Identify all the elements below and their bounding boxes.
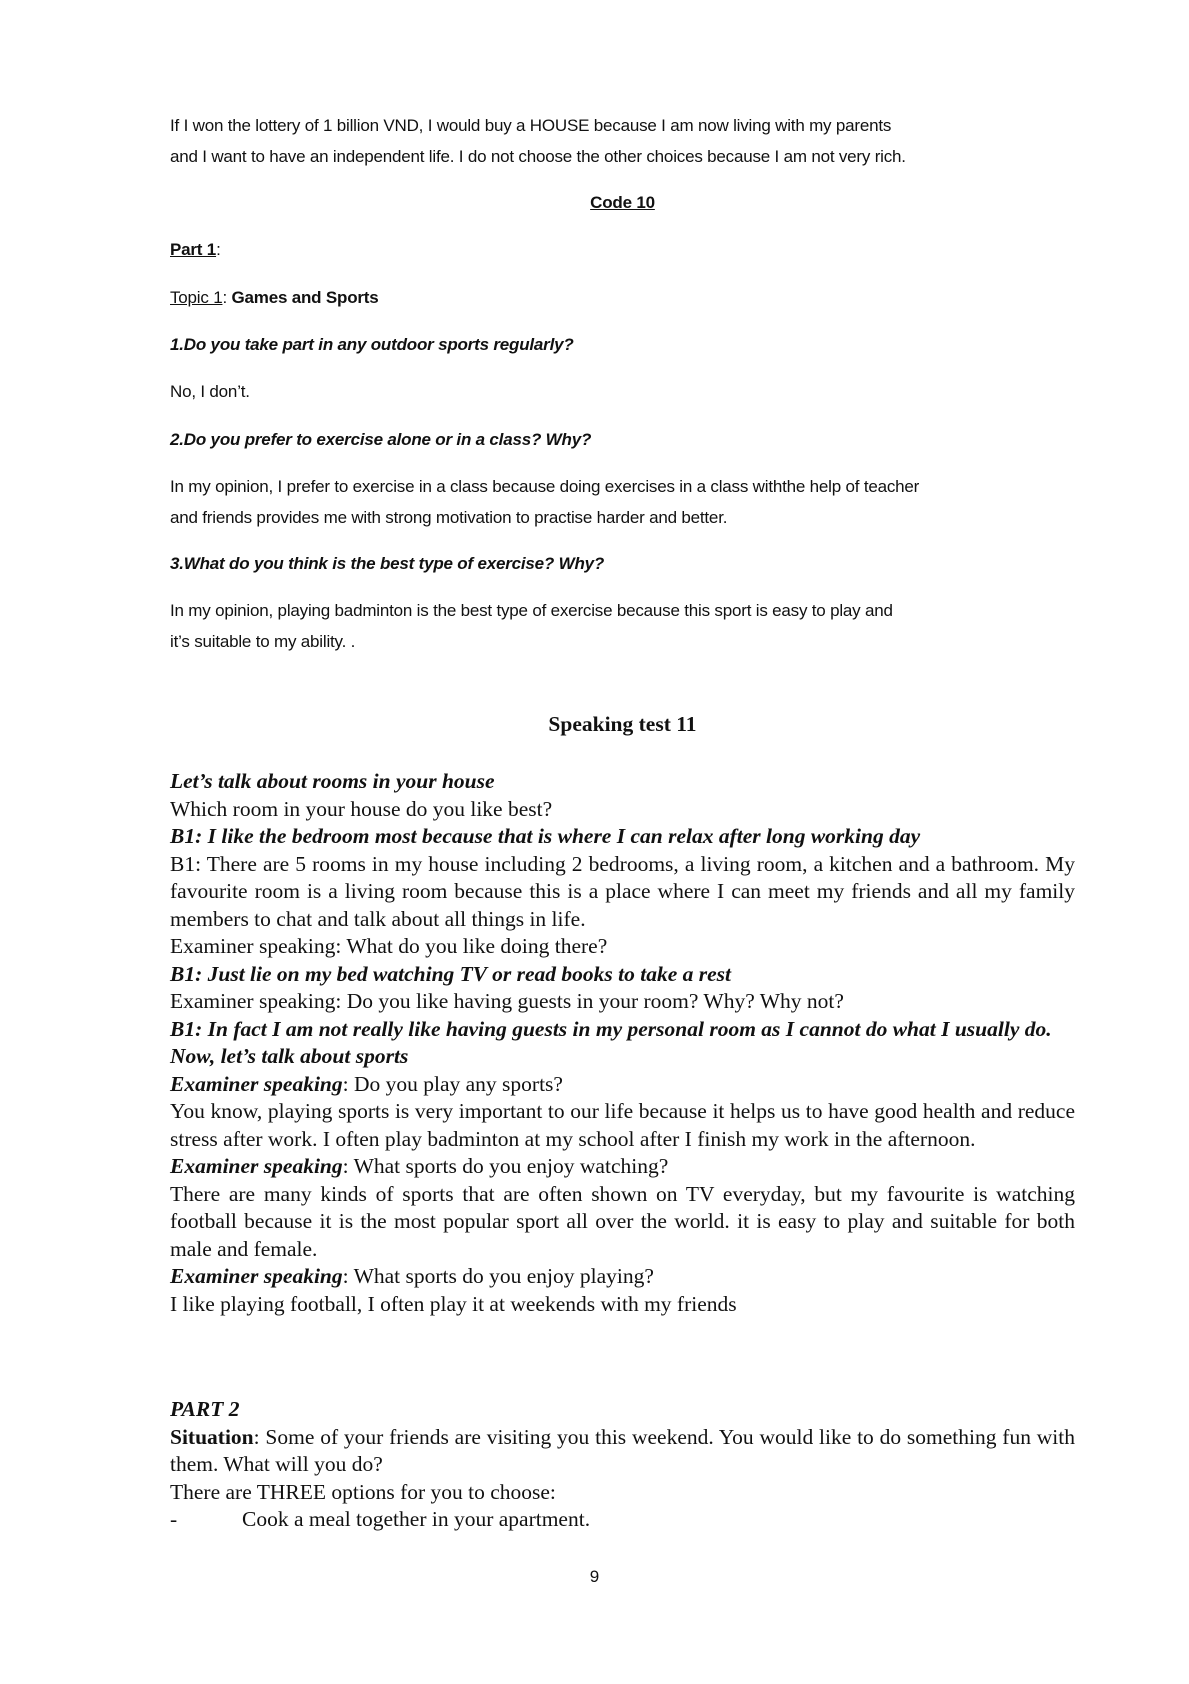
- situation: [170, 1424, 1075, 1479]
- page-number: 9: [589, 1567, 600, 1586]
- sports-question-3: [170, 1263, 1075, 1291]
- answer-2-line-2: and friends provides me with strong motivation to practise harder and better.: [170, 508, 728, 527]
- rooms-b1-answer: B1: I like the bedroom most because that is where I can relax after long working day: [170, 824, 921, 848]
- sports-question-1-text: : Do you play any sports?: [342, 1071, 563, 1096]
- rooms-b1-paragraph: B1: There are 5 rooms in my house including 2 bedrooms, a living room, a kitchen and a bathroom. My favourite room is a living room because this is a place where I can meet my friends and all my family members to chat and talk about all things in life.: [170, 851, 1075, 931]
- speaking-test-title: Speaking test 11: [548, 712, 697, 736]
- examiner-question-1: Examiner speaking: What do you like doing there?: [170, 934, 608, 958]
- sports-question-2: [170, 1153, 1075, 1181]
- examiner-label: Examiner speaking: [170, 1071, 343, 1096]
- sports-question-1: [170, 1071, 1075, 1099]
- question-3: 3.What do you think is the best type of exercise? Why?: [170, 554, 605, 573]
- examiner-label: Examiner speaking: [170, 1154, 343, 1178]
- examiner-label: Examiner speaking: [170, 1264, 343, 1288]
- intro-line-1: If I won the lottery of 1 billion VND, I would buy a HOUSE because I am now living with my parents: [170, 116, 892, 135]
- option-1-text: Cook a meal together in your apartment.: [242, 1507, 591, 1531]
- code-heading-block: [170, 187, 1075, 218]
- answer-3-line-2: it’s suitable to my ability. .: [170, 632, 356, 651]
- part1-label: Part 1: [170, 240, 217, 259]
- answer-1: No, I don’t.: [170, 382, 250, 401]
- topic-sep: :: [222, 288, 232, 307]
- question-1: 1.Do you take part in any outdoor sports regularly?: [170, 335, 574, 354]
- options-intro: There are THREE options for you to choose:: [170, 1479, 556, 1504]
- rooms-question: Which room in your house do you like best?: [170, 796, 553, 821]
- intro-paragraph: [170, 110, 1075, 172]
- part2-block: [170, 1396, 1075, 1534]
- sports-question-3-text: : What sports do you enjoy playing?: [342, 1264, 654, 1288]
- topic-heading-block: [170, 282, 1075, 313]
- question-2: 2.Do you prefer to exercise alone or in a class? Why?: [170, 430, 592, 449]
- option-1: [170, 1506, 1075, 1534]
- sports-answer-2: There are many kinds of sports that are often shown on TV everyday, but my favourite is watching football because it is the most popular sport all over the world. it is easy to play and suitable for both male and female.: [170, 1181, 1075, 1261]
- rooms-heading: Let’s talk about rooms in your house: [170, 769, 495, 793]
- sports-question-2-text: : What sports do you enjoy watching?: [342, 1154, 669, 1178]
- topic-label: Topic 1: [170, 288, 223, 307]
- sports-heading: Now, let’s talk about sports: [170, 1044, 409, 1068]
- sports-answer-3: I like playing football, I often play it at weekends with my friends: [170, 1291, 737, 1316]
- situation-label: Situation: [170, 1424, 254, 1449]
- b1-answer-1: B1: Just lie on my bed watching TV or read books to take a rest: [170, 961, 732, 986]
- answer-3-line-1: In my opinion, playing badminton is the best type of exercise because this sport is easy to play and: [170, 601, 893, 620]
- bullet-dash: -: [170, 1507, 178, 1531]
- b1-answer-2: B1: In fact I am not really like having guests in my personal room as I cannot do what I usually do.: [170, 1016, 1052, 1041]
- topic-title: Games and Sports: [231, 288, 379, 307]
- intro-line-2: and I want to have an independent life. I do not choose the other choices because I am not very rich.: [170, 147, 906, 166]
- part2-heading: PART 2: [170, 1397, 240, 1421]
- examiner-question-2: Examiner speaking: Do you like having guests in your room? Why? Why not?: [170, 989, 844, 1013]
- answer-2: [170, 471, 1075, 533]
- speaking-test-body: [170, 768, 1075, 1318]
- answer-3: [170, 595, 1075, 657]
- sports-answer-1: You know, playing sports is very important to our life because it helps us to have good health and reduce stress after work. I often play badminton at my school after I finish my work in the afternoon.: [170, 1099, 1075, 1151]
- situation-text: : Some of your friends are visiting you this weekend. You would like to do something fun with them. What will you do?: [170, 1424, 1075, 1476]
- code-heading: Code 10: [590, 193, 655, 212]
- part1-colon: :: [216, 240, 221, 259]
- answer-2-line-1: In my opinion, I prefer to exercise in a class because doing exercises in a class withthe help of teacher: [170, 477, 920, 496]
- part1-heading-block: [170, 234, 1075, 265]
